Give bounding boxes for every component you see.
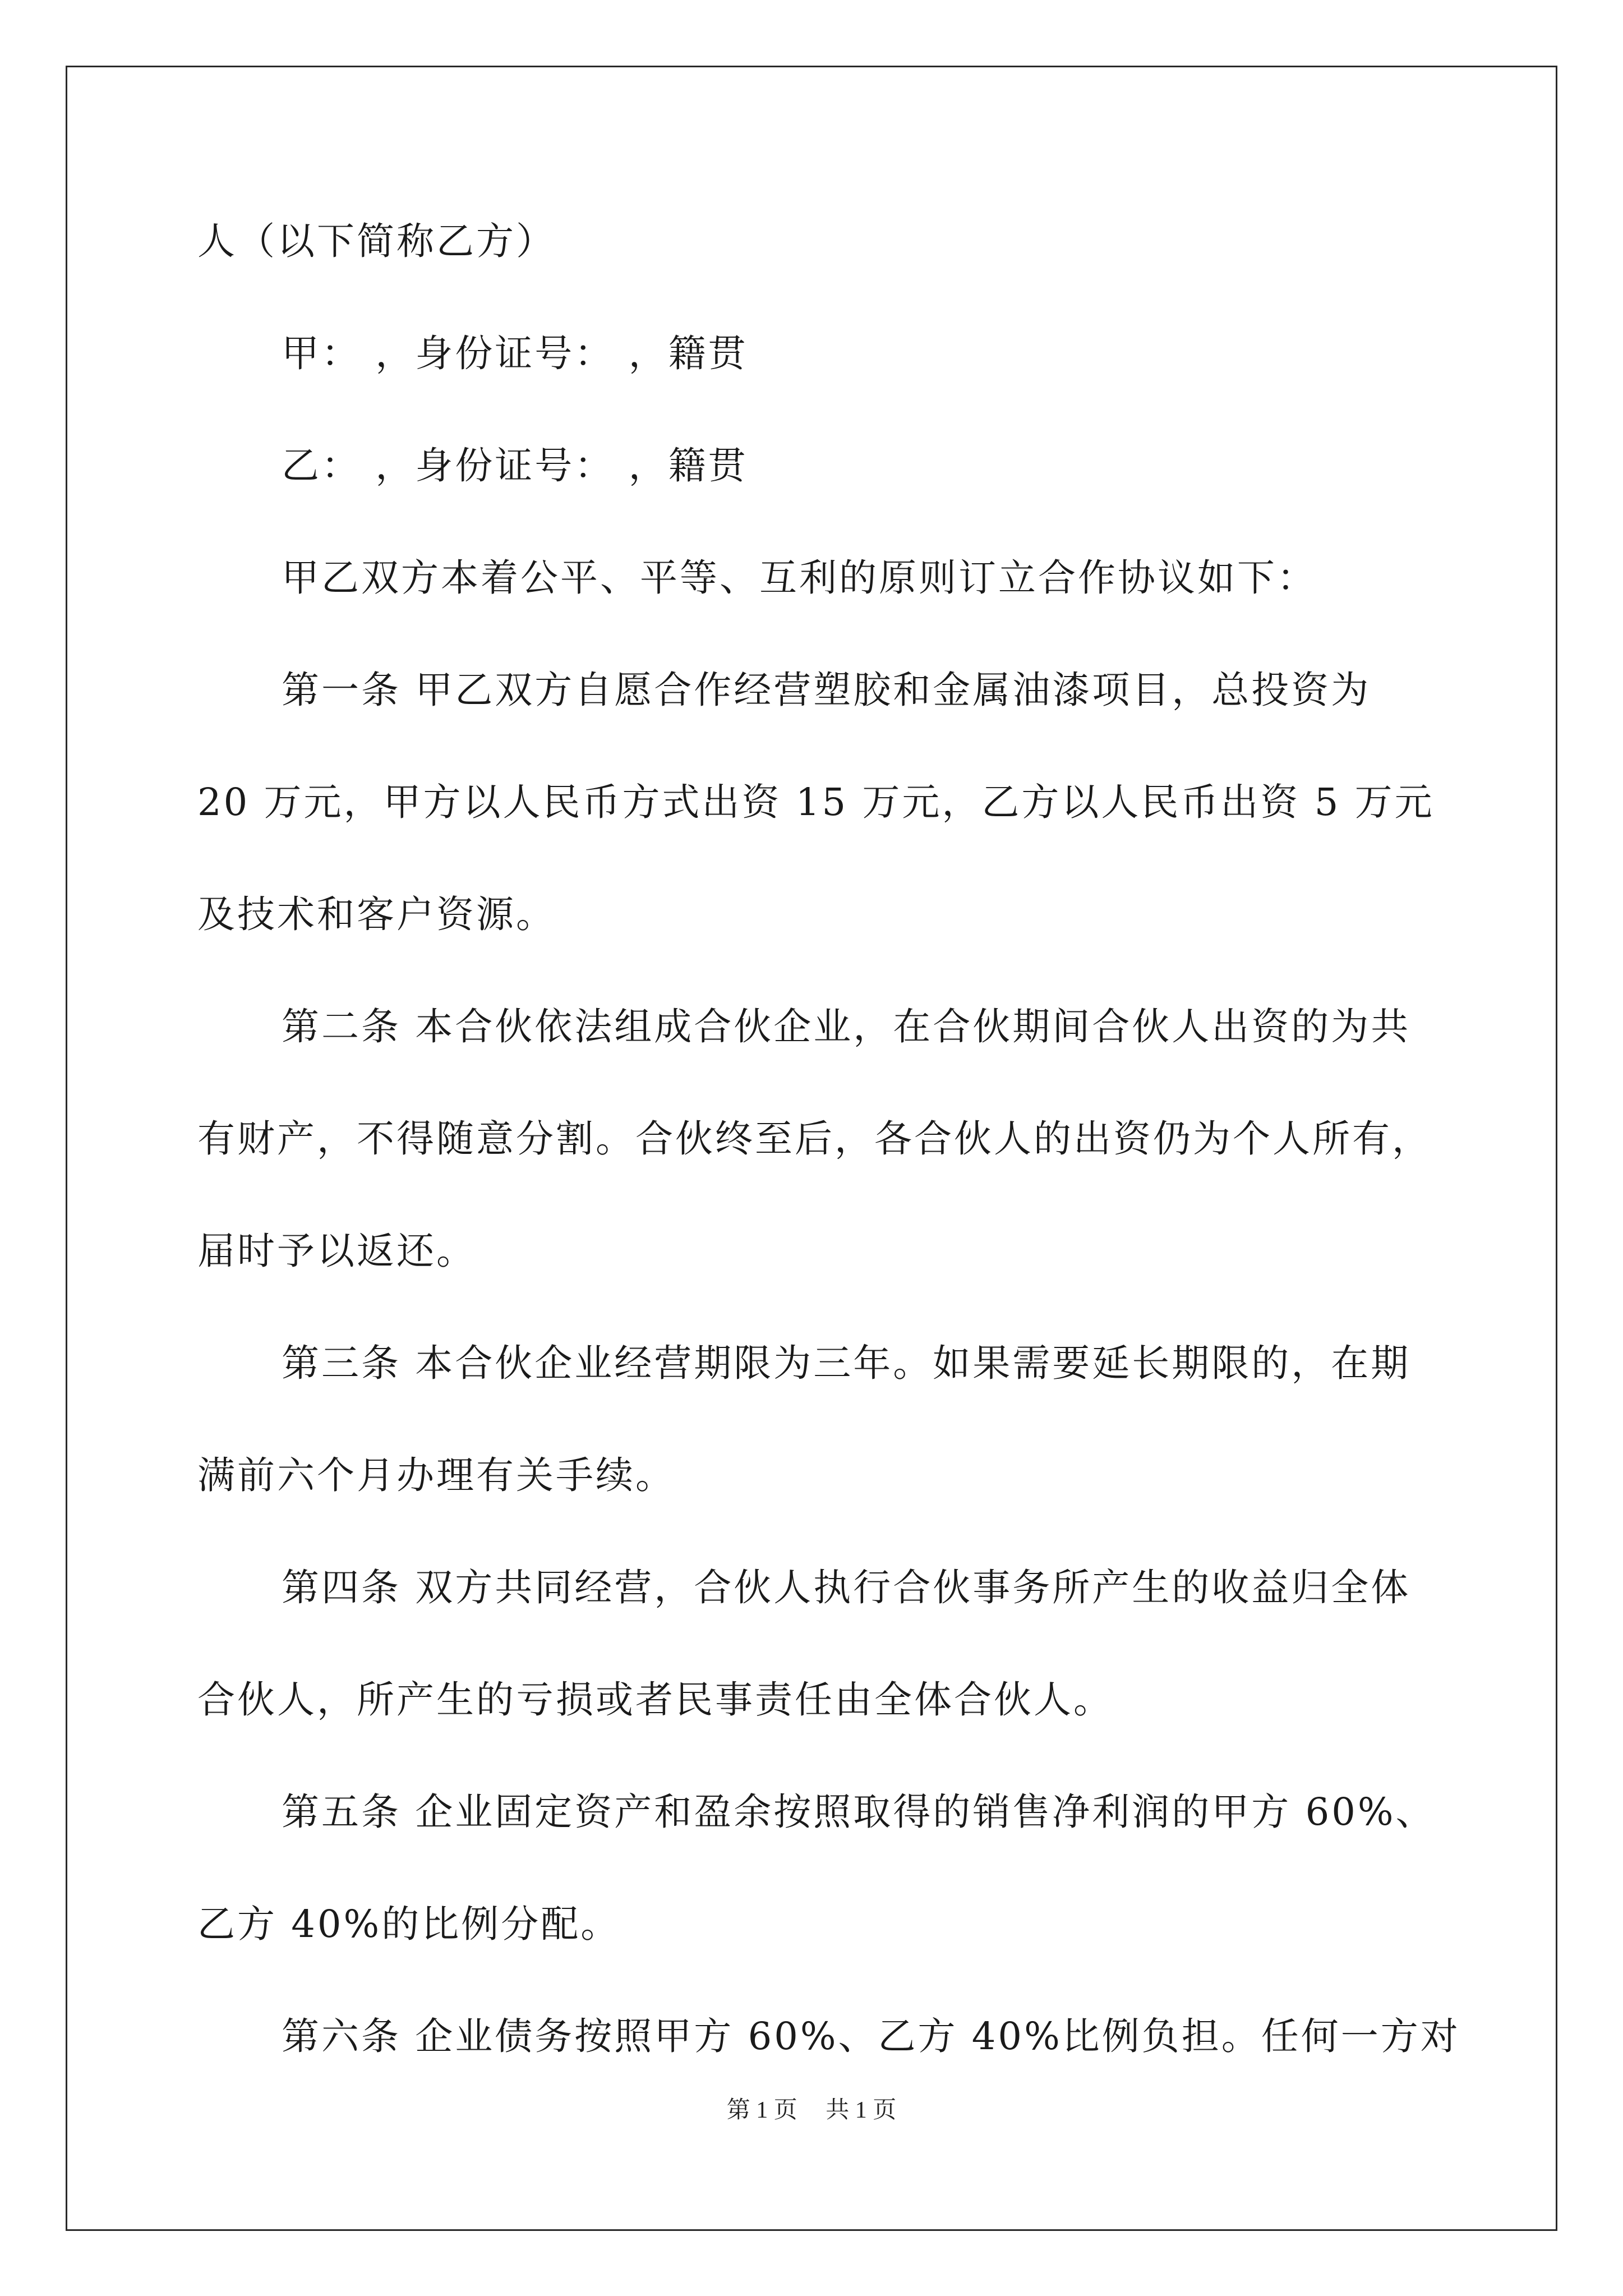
article-6-line: 第六条 企业债务按照甲方 60%、乙方 40%比例负担。任何一方对	[282, 2014, 1460, 2058]
article-5-line: 乙方 40%的比例分配。	[197, 1902, 621, 1946]
page-number: 第 1 页	[726, 2097, 797, 2123]
article-3-line: 第三条 本合伙企业经营期限为三年。如果需要延长期限的，在期	[282, 1341, 1411, 1385]
article-2-line: 第二条 本合伙依法组成合伙企业，在合伙期间合伙人出资的为共	[282, 1005, 1411, 1048]
text-line: 乙： ，身份证号： ，籍贯	[282, 444, 748, 487]
article-1-line: 20 万元，甲方以人民币方式出资 15 万元，乙方以人民币出资 5 万元	[197, 780, 1435, 824]
article-3-line: 满前六个月办理有关手续。	[197, 1453, 675, 1497]
article-5-line: 第五条 企业固定资产和盈余按照取得的销售净利润的甲方 60%、	[282, 1790, 1436, 1834]
article-1-line: 第一条 甲乙双方自愿合作经营塑胶和金属油漆项目，总投资为	[282, 668, 1371, 712]
page-footer	[0, 2091, 1623, 2125]
article-4-line: 合伙人，所产生的亏损或者民事责任由全体合伙人。	[197, 1678, 1113, 1722]
article-2-line: 有财产，不得随意分割。合伙终至后，各合伙人的出资仍为个人所有，	[197, 1117, 1432, 1161]
text-line: 甲乙双方本着公平、平等、互利的原则订立合作协议如下：	[282, 556, 1317, 600]
article-1-line: 及技术和客户资源。	[197, 892, 556, 936]
article-4-line: 第四条 双方共同经营，合伙人执行合伙事务所产生的收益归全体	[282, 1566, 1411, 1609]
text-line: 人（以下简称乙方）	[197, 219, 556, 263]
article-2-line: 届时予以返还。	[197, 1229, 476, 1273]
page-total: 共 1 页	[826, 2097, 897, 2123]
text-line: 甲： ，身份证号： ，籍贯	[282, 332, 748, 375]
